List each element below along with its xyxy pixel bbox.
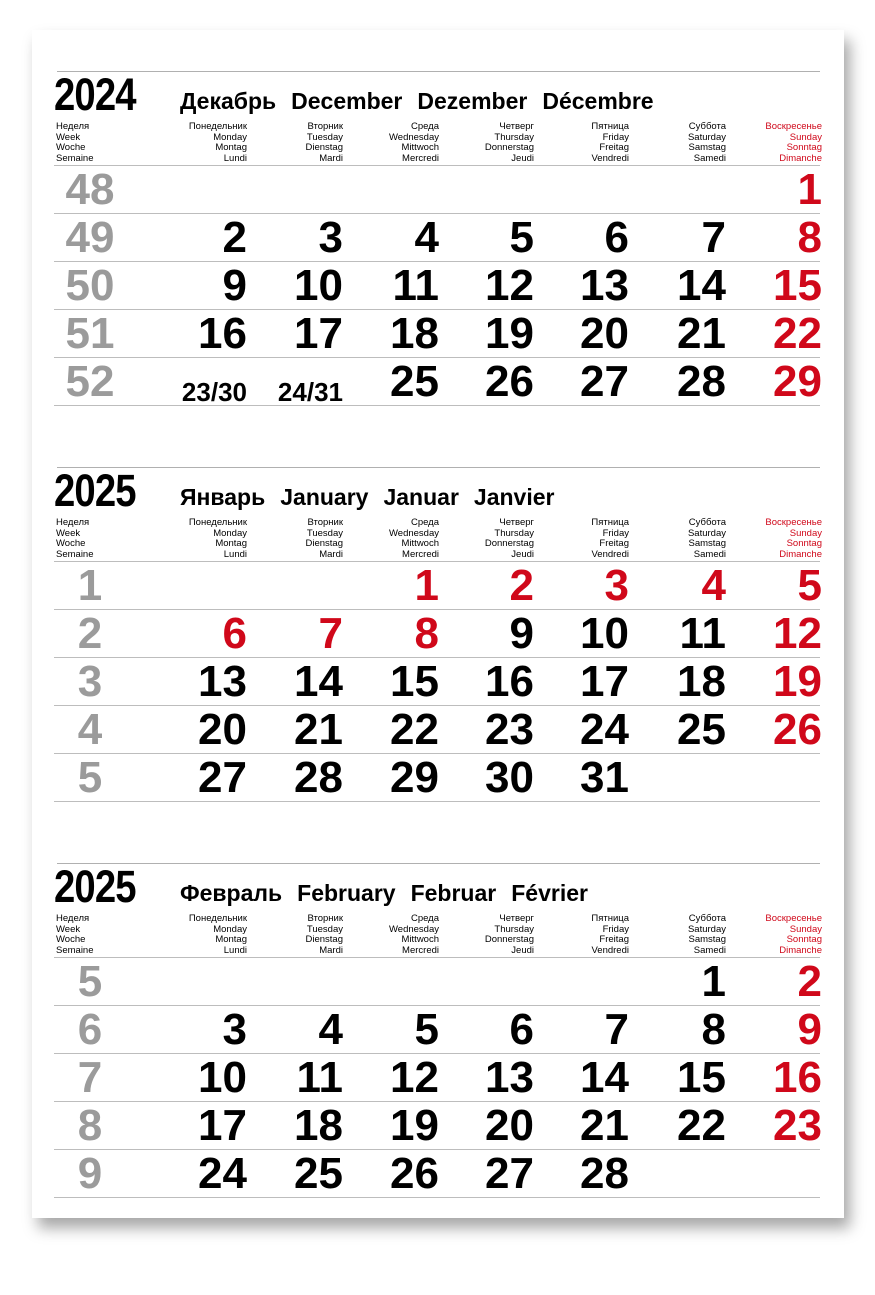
day-header-tue <box>247 914 343 956</box>
header-label: Semaine <box>56 548 94 560</box>
header-label: Вторник <box>307 913 343 924</box>
header-label: Samstag <box>688 934 726 945</box>
day-header-fri <box>533 914 629 956</box>
header-label: Mittwoch <box>401 538 439 549</box>
row-divider <box>54 165 820 166</box>
header-label: Пятница <box>591 121 629 132</box>
header-label: Вторник <box>307 121 343 132</box>
day-cell: 4 <box>318 1005 343 1054</box>
day-cell: 9 <box>509 609 534 658</box>
header-label: Среда <box>410 121 439 132</box>
day-header-sat <box>630 914 726 956</box>
day-cell: 16 <box>485 657 534 706</box>
week-number: 6 <box>77 1005 103 1054</box>
day-cell: 2 <box>222 213 247 262</box>
day-cell: 8 <box>701 1005 726 1054</box>
day-cell: 21 <box>580 1101 629 1150</box>
header-label: Thursday <box>494 527 534 539</box>
week-number: 49 <box>65 213 115 262</box>
week-number: 51 <box>65 309 115 358</box>
header-label: Mercredi <box>402 152 439 164</box>
header-label: Tuesday <box>306 923 343 935</box>
day-cell: 9 <box>797 1005 822 1054</box>
day-header-tue <box>247 518 343 560</box>
header-label: Dimanche <box>779 548 822 560</box>
day-cell: 8 <box>797 213 822 262</box>
header-label: Monday <box>213 131 247 143</box>
header-label: Mercredi <box>402 944 439 956</box>
header-label: Jeudi <box>511 944 534 956</box>
day-cell: 1 <box>414 561 439 610</box>
day-cell: 12 <box>773 609 822 658</box>
day-header-sat <box>630 518 726 560</box>
day-cell: 10 <box>198 1053 247 1102</box>
month-name: Декабрь <box>180 88 277 114</box>
day-cell: 6 <box>509 1005 534 1054</box>
day-cell: 5 <box>797 561 822 610</box>
header-label: Четверг <box>499 913 534 924</box>
month-block <box>32 30 844 410</box>
day-cell: 10 <box>580 609 629 658</box>
day-cell: 13 <box>198 657 247 706</box>
header-label: Dienstag <box>305 142 343 153</box>
header-label: Вторник <box>307 517 343 528</box>
header-label: Mittwoch <box>401 142 439 153</box>
month-name: December <box>291 88 403 114</box>
header-label: Saturday <box>687 131 726 143</box>
day-cell: 8 <box>414 609 439 658</box>
header-label: Wednesday <box>389 923 439 935</box>
month-name: Janvier <box>473 484 555 510</box>
header-label: Неделя <box>56 121 90 132</box>
header-label: Semaine <box>56 944 94 956</box>
day-header-mon <box>151 518 247 560</box>
header-label: Freitag <box>599 142 629 153</box>
day-cell: 24 <box>198 1149 247 1198</box>
header-label: Понедельник <box>188 913 247 924</box>
day-cell: 22 <box>390 705 439 754</box>
month-name: Februar <box>410 880 497 906</box>
header-label: Воскресенье <box>765 121 822 132</box>
header-label: Sunday <box>789 131 822 143</box>
header-label: Vendredi <box>591 548 629 560</box>
header-label: Freitag <box>599 538 629 549</box>
month-name: February <box>297 880 396 906</box>
header-label: Пятница <box>591 517 629 528</box>
day-cell: 24/31 <box>277 377 343 407</box>
header-label: Пятница <box>591 913 629 924</box>
day-cell: 11 <box>296 1053 343 1102</box>
header-label: Friday <box>602 527 629 539</box>
header-label: Donnerstag <box>484 538 534 549</box>
day-header-wed <box>343 122 439 164</box>
day-cell: 19 <box>390 1101 439 1150</box>
day-cell: 15 <box>390 657 439 706</box>
day-cell: 16 <box>198 309 247 358</box>
header-label: Mercredi <box>402 548 439 560</box>
month-top-divider <box>57 467 820 468</box>
header-label: Mardi <box>319 152 343 164</box>
header-label: Mardi <box>319 944 343 956</box>
day-cell: 6 <box>222 609 247 658</box>
day-cell: 3 <box>604 561 629 610</box>
header-label: Среда <box>410 913 439 924</box>
day-cell: 9 <box>222 261 247 310</box>
week-number: 1 <box>77 561 103 610</box>
header-label: Tuesday <box>306 131 343 143</box>
day-cell: 3 <box>318 213 343 262</box>
day-cell: 26 <box>390 1149 439 1198</box>
day-cell: 15 <box>677 1053 726 1102</box>
header-label: Jeudi <box>511 152 534 164</box>
week-header <box>56 518 152 560</box>
header-label: Wednesday <box>389 527 439 539</box>
day-header-sun <box>726 122 822 164</box>
header-label: Воскресенье <box>765 913 822 924</box>
header-label: Sonntag <box>786 142 822 153</box>
month-names <box>180 882 603 905</box>
day-header-sun <box>726 518 822 560</box>
day-cell: 4 <box>701 561 726 610</box>
header-label: Friday <box>602 923 629 935</box>
day-cell: 23 <box>773 1101 822 1150</box>
day-cell: 13 <box>580 261 629 310</box>
day-cell: 31 <box>580 753 629 802</box>
day-cell: 17 <box>580 657 629 706</box>
month-names <box>180 486 569 509</box>
header-label: Суббота <box>688 121 726 132</box>
day-cell: 24 <box>580 705 629 754</box>
header-label: Четверг <box>499 517 534 528</box>
week-header <box>56 122 152 164</box>
month-name: Февраль <box>180 880 283 906</box>
day-cell: 10 <box>294 261 343 310</box>
header-label: Montag <box>215 538 247 549</box>
day-cell: 3 <box>222 1005 247 1054</box>
day-cell: 28 <box>677 357 726 406</box>
day-header-thu <box>438 518 534 560</box>
day-cell: 25 <box>677 705 726 754</box>
header-label: Friday <box>602 131 629 143</box>
day-cell: 4 <box>414 213 439 262</box>
header-label: Dimanche <box>779 944 822 956</box>
week-number: 48 <box>65 165 115 214</box>
day-cell: 20 <box>198 705 247 754</box>
header-label: Mardi <box>319 548 343 560</box>
header-label: Semaine <box>56 152 94 164</box>
day-cell: 19 <box>485 309 534 358</box>
header-label: Неделя <box>56 913 90 924</box>
year-label: 2024 <box>54 69 136 120</box>
day-header-thu <box>438 914 534 956</box>
week-number: 9 <box>77 1149 103 1198</box>
day-cell: 18 <box>677 657 726 706</box>
header-label: Sunday <box>789 527 822 539</box>
header-label: Sunday <box>789 923 822 935</box>
day-cell: 25 <box>390 357 439 406</box>
day-header-sun <box>726 914 822 956</box>
day-cell: 20 <box>485 1101 534 1150</box>
day-header-mon <box>151 122 247 164</box>
header-label: Dimanche <box>779 152 822 164</box>
day-cell: 22 <box>773 309 822 358</box>
header-label: Woche <box>56 538 86 549</box>
header-label: Week <box>56 923 81 935</box>
day-cell: 7 <box>318 609 343 658</box>
week-number: 4 <box>77 705 103 754</box>
day-header-wed <box>343 518 439 560</box>
day-cell: 1 <box>701 957 726 1006</box>
day-header-fri <box>533 518 629 560</box>
day-cell: 6 <box>604 213 629 262</box>
header-label: Понедельник <box>188 517 247 528</box>
header-label: Samstag <box>688 538 726 549</box>
day-cell: 23 <box>485 705 534 754</box>
day-cell: 2 <box>509 561 534 610</box>
month-name: Décembre <box>542 88 654 114</box>
day-header-mon <box>151 914 247 956</box>
week-number: 50 <box>65 261 115 310</box>
day-cell: 5 <box>509 213 534 262</box>
day-cell: 14 <box>580 1053 629 1102</box>
header-label: Mittwoch <box>401 934 439 945</box>
day-cell: 21 <box>294 705 343 754</box>
month-top-divider <box>57 863 820 864</box>
day-cell: 17 <box>198 1101 247 1150</box>
week-header <box>56 914 152 956</box>
header-label: Woche <box>56 934 86 945</box>
month-name: January <box>280 484 369 510</box>
day-header-thu <box>438 122 534 164</box>
month-name: Январь <box>180 484 266 510</box>
day-cell: 30 <box>485 753 534 802</box>
header-label: Lundi <box>223 944 247 956</box>
day-cell: 7 <box>701 213 726 262</box>
day-cell: 12 <box>485 261 534 310</box>
day-cell: 13 <box>485 1053 534 1102</box>
day-cell: 14 <box>677 261 726 310</box>
header-label: Dienstag <box>305 934 343 945</box>
month-name: Dezember <box>417 88 528 114</box>
header-label: Freitag <box>599 934 629 945</box>
header-label: Vendredi <box>591 944 629 956</box>
day-cell: 20 <box>580 309 629 358</box>
header-label: Среда <box>410 517 439 528</box>
header-label: Samedi <box>693 944 726 956</box>
header-label: Saturday <box>687 527 726 539</box>
day-header-fri <box>533 122 629 164</box>
header-label: Dienstag <box>305 538 343 549</box>
week-number: 8 <box>77 1101 103 1150</box>
day-cell: 29 <box>773 357 822 406</box>
header-label: Понедельник <box>188 121 247 132</box>
day-cell: 19 <box>773 657 822 706</box>
calendar-sheet <box>32 30 844 1218</box>
year-label: 2025 <box>54 465 136 516</box>
day-cell: 16 <box>773 1053 822 1102</box>
header-label: Неделя <box>56 517 90 528</box>
header-label: Thursday <box>494 923 534 935</box>
header-label: Donnerstag <box>484 142 534 153</box>
header-label: Monday <box>213 527 247 539</box>
day-cell: 29 <box>390 753 439 802</box>
day-cell: 14 <box>294 657 343 706</box>
month-names <box>180 90 669 113</box>
week-number: 7 <box>77 1053 103 1102</box>
week-number: 5 <box>77 957 103 1006</box>
header-label: Vendredi <box>591 152 629 164</box>
header-label: Lundi <box>223 152 247 164</box>
header-label: Week <box>56 131 81 143</box>
day-cell: 21 <box>677 309 726 358</box>
month-name: Januar <box>383 484 459 510</box>
header-label: Jeudi <box>511 548 534 560</box>
header-label: Sonntag <box>786 934 822 945</box>
header-label: Week <box>56 527 81 539</box>
header-label: Saturday <box>687 923 726 935</box>
header-label: Samstag <box>688 142 726 153</box>
day-cell: 22 <box>677 1101 726 1150</box>
day-cell: 5 <box>414 1005 439 1054</box>
week-number: 52 <box>65 357 115 406</box>
month-name: Février <box>511 880 588 906</box>
header-label: Суббота <box>688 913 726 924</box>
header-label: Woche <box>56 142 86 153</box>
header-label: Четверг <box>499 121 534 132</box>
month-block <box>32 426 844 806</box>
day-header-tue <box>247 122 343 164</box>
header-label: Sonntag <box>786 538 822 549</box>
day-cell: 1 <box>797 165 822 214</box>
header-label: Montag <box>215 934 247 945</box>
header-label: Tuesday <box>306 527 343 539</box>
header-label: Monday <box>213 923 247 935</box>
day-cell: 27 <box>198 753 247 802</box>
day-cell: 17 <box>294 309 343 358</box>
day-cell: 18 <box>294 1101 343 1150</box>
header-label: Donnerstag <box>484 934 534 945</box>
day-cell: 11 <box>679 609 726 658</box>
header-label: Lundi <box>223 548 247 560</box>
day-header-wed <box>343 914 439 956</box>
header-label: Samedi <box>693 548 726 560</box>
header-label: Wednesday <box>389 131 439 143</box>
day-cell: 27 <box>580 357 629 406</box>
week-number: 3 <box>77 657 103 706</box>
day-cell: 25 <box>294 1149 343 1198</box>
header-label: Samedi <box>693 152 726 164</box>
header-label: Воскресенье <box>765 517 822 528</box>
day-cell: 12 <box>390 1053 439 1102</box>
header-label: Суббота <box>688 517 726 528</box>
day-cell: 7 <box>604 1005 629 1054</box>
header-label: Thursday <box>494 131 534 143</box>
year-label: 2025 <box>54 861 136 912</box>
month-top-divider <box>57 71 820 72</box>
day-cell: 28 <box>580 1149 629 1198</box>
day-cell: 2 <box>797 957 822 1006</box>
day-cell: 28 <box>294 753 343 802</box>
week-number: 5 <box>77 753 103 802</box>
header-label: Montag <box>215 142 247 153</box>
month-block <box>32 822 844 1202</box>
day-cell: 18 <box>390 309 439 358</box>
day-cell: 11 <box>392 261 439 310</box>
day-cell: 27 <box>485 1149 534 1198</box>
day-header-sat <box>630 122 726 164</box>
day-cell: 15 <box>773 261 822 310</box>
day-cell: 26 <box>485 357 534 406</box>
day-cell: 26 <box>773 705 822 754</box>
day-cell: 23/30 <box>181 377 247 407</box>
week-number: 2 <box>77 609 103 658</box>
